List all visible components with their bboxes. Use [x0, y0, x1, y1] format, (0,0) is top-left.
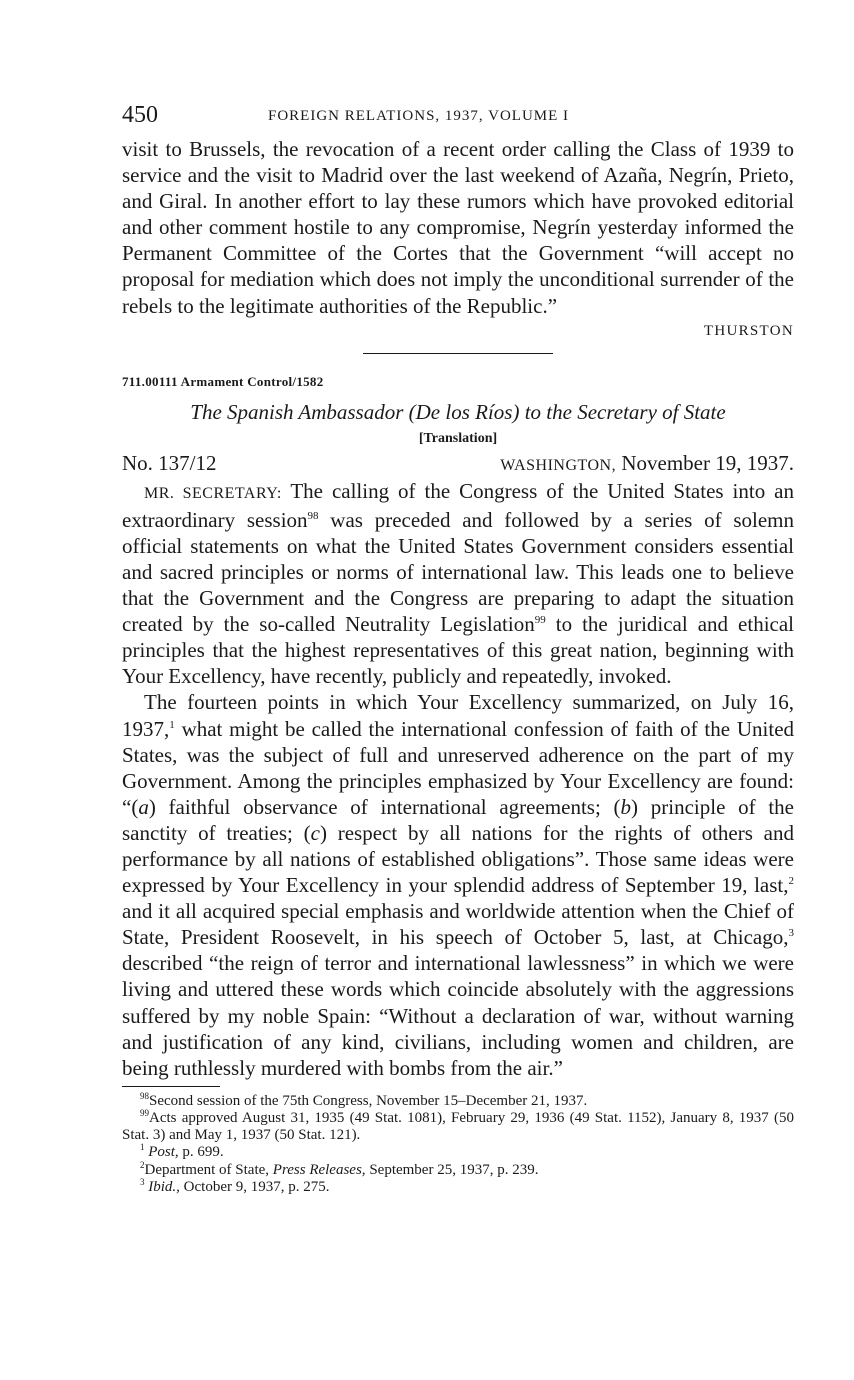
- text-run: described “the reign of terror and international lawlessness” in which we were living and uttered these words which coincide absolutely with the aggressions suffered by my noble Spain: “Without a declaration of war, without warning and justification of any kind, civilians, including women and children, are being ruthlessly murdered with bombs from the air.”: [122, 951, 794, 1080]
- file-reference: 711.00111 Armament Control/1582: [122, 373, 324, 389]
- footnote-italic: Ibid.,: [148, 1178, 180, 1195]
- salutation: MR. SECRETARY:: [144, 484, 282, 502]
- signature: THURSTON: [703, 322, 794, 339]
- body-paragraph-1: [122, 478, 794, 690]
- body-paragraph-2: [122, 689, 794, 1080]
- footnote-mark: 1: [140, 1142, 145, 1153]
- footnote-ref: 99: [534, 614, 546, 627]
- footnote-text: September 25, 1937, p. 239.: [369, 1161, 539, 1178]
- footnote-1: [122, 1144, 794, 1161]
- book-page: [122, 100, 794, 1196]
- footnote-ref: 2: [788, 875, 794, 888]
- text-run: ) faithful observance of international agreements; (: [148, 794, 621, 819]
- footnote-text: Department of State,: [144, 1161, 270, 1178]
- footnote-ref: 98: [307, 509, 319, 522]
- footnote-text: p. 699.: [182, 1144, 224, 1161]
- dateline: [122, 451, 794, 476]
- translation-note: [Translation]: [418, 430, 498, 446]
- footnote-99: [122, 1110, 794, 1144]
- footnote-ref: 1: [169, 718, 175, 731]
- text-run: ) respect by all nations for the rights of others and performance by all nations of established obligations”. Those same ideas were expressed by Your Excellency in your splendid address of September 19, last,: [122, 820, 794, 898]
- text-run: and it all acquired special emphasis and worldwide attention when the Chief of State, President Roosevelt, in his speech of October 5, last, at Chicago,: [122, 899, 794, 950]
- footnote-italic: Post,: [148, 1144, 179, 1161]
- page-number: 450: [122, 102, 158, 128]
- running-title: FOREIGN RELATIONS, 1937, VOLUME I: [268, 108, 570, 124]
- footnote-italic: Press Releases,: [272, 1161, 366, 1178]
- footnote-mark: 3: [140, 1176, 145, 1187]
- document-date: [500, 451, 794, 476]
- place: WASHINGTON,: [500, 456, 617, 474]
- footnote-mark: 2: [140, 1159, 145, 1170]
- text-run: what might be called the international confession of faith of the United States, was the subject of full and unreserved adherence on the part of my Government. Among the principles emphasized by Your Excellency are found: “(: [122, 716, 795, 819]
- text-run: The calling of the Congress of the United States into an extraordinary session: [122, 478, 794, 532]
- footnote-text: Second session of the 75th Congress, November 15–December 21, 1937.: [149, 1092, 588, 1109]
- footnote-rule: [122, 1086, 220, 1087]
- footnote-mark: 98: [140, 1090, 149, 1101]
- text-run: The fourteen points in which Your Excellency summarized, on July 16, 1937,: [122, 690, 794, 741]
- item-letter: c: [310, 820, 320, 845]
- footnote-ref: 3: [788, 927, 794, 940]
- footnotes: [122, 1090, 794, 1196]
- footnote-3: [122, 1176, 794, 1196]
- continued-paragraph: visit to Brussels, the revocation of a recent order calling the Class of 1939 to service and the visit to Madrid over the last weekend of Azaña, Negrín, Prieto, and Giral. In another effort to lay these rumors which have provoked editorial and other comment hostile to any compromise, Negrín yesterday informed the Permanent Committee of the Cortes that the Government “will accept no proposal for mediation which does not imply the unconditional surrender of the rebels to the legitimate authorities of the Republic.”: [122, 137, 794, 318]
- document-number: No. 137/12: [122, 450, 217, 475]
- footnote-mark: 99: [140, 1108, 149, 1119]
- text-run: ) principle of the sanctity of treaties; (: [122, 794, 794, 845]
- text-run: was preceded and followed by a series of solemn official statements on what the United States Government considers essential and sacred principles or norms of international law. This leads one to believe that the Government and the Congress are preparing to adapt the situation created by the so-called Neutrality Legislation: [122, 507, 794, 637]
- footnote-text: Acts approved August 31, 1935 (49 Stat. 1081), February 29, 1936 (49 Stat. 1152), January 8, 1937 (50 Stat. 3) and May 1, 1937 (50 Stat. 121).: [122, 1110, 794, 1144]
- footnote-text: October 9, 1937, p. 275.: [183, 1178, 330, 1195]
- footnote-2: [122, 1159, 794, 1179]
- section-divider: [363, 353, 553, 354]
- text-run: to the juridical and ethical principles that the highest representatives of this great nation, beginning with Your Excellency, have recently, publicly and repeatedly, invoked.: [122, 612, 795, 689]
- date: November 19, 1937.: [621, 450, 794, 475]
- running-head: [122, 100, 794, 136]
- footnote-98: [122, 1090, 794, 1110]
- item-letter: a: [138, 794, 149, 819]
- document-heading: The Spanish Ambassador (De los Ríos) to the Secretary of State: [190, 399, 726, 424]
- item-letter: b: [620, 794, 632, 819]
